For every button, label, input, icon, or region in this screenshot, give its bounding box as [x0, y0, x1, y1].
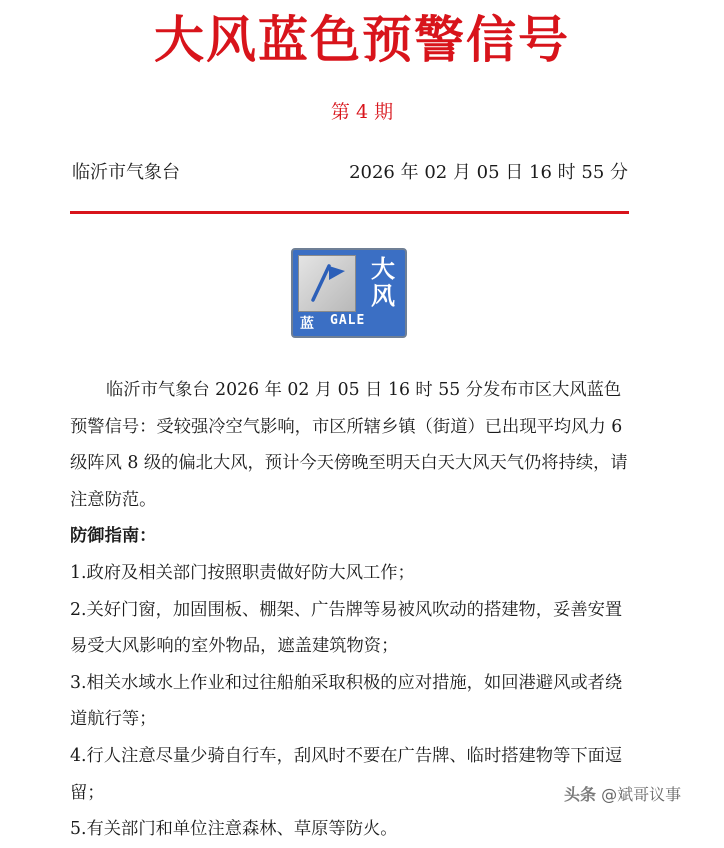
- divider: [70, 211, 629, 214]
- issue-number: 第 4 期: [330, 101, 394, 123]
- icon-color-label: 蓝: [300, 316, 314, 332]
- guide-item: 4.行人注意尽量少骑自行车，刮风时不要在广告牌、临时搭建物等下面逗留；: [70, 745, 623, 803]
- guide-item: 3.相关水域水上作业和过往船舶采取积极的应对措施，如回港避风或者绕道航行等；: [70, 672, 623, 730]
- icon-char-da: 大: [371, 255, 395, 283]
- guide-item: 2.关好门窗，加固围板、棚架、广告牌等易被风吹动的搭建物，妥善安置易受大风影响的室外物品，遮盖建筑物资；: [70, 599, 623, 657]
- watermark-handle: @斌哥议事: [601, 785, 682, 804]
- icon-char-feng: 风: [371, 282, 395, 310]
- gale-warning-icon: [291, 248, 407, 338]
- warning-body: [70, 372, 632, 848]
- windsock-flag-icon: [299, 256, 355, 311]
- guide-item: 5.有关部门和单位注意森林、草原等防火。: [70, 819, 398, 840]
- watermark-logo: 头条: [564, 785, 597, 804]
- document-title: 大风蓝色预警信号: [154, 11, 570, 69]
- flag-panel: [298, 255, 356, 312]
- intro-paragraph: 临沂市气象台 2026 年 02 月 05 日 16 时 55 分发布市区大风蓝色预警信号：受较强冷空气影响，市区所辖乡镇（街道）已出现平均风力 6 级阵风 8 级的偏北大风，预计今天傍晚至明天白天大风天气仍将持续，请注意防范。: [70, 380, 628, 510]
- issuer-name: 临沂市气象台: [72, 162, 180, 183]
- guide-heading: 防御指南：: [70, 526, 157, 547]
- guide-item: 1.政府及相关部门按照职责做好防大风工作；: [70, 562, 415, 583]
- issue-datetime: 2026 年 02 月 05 日 16 时 55 分: [349, 162, 628, 183]
- watermark: [564, 782, 681, 808]
- icon-gale-label: GALE: [330, 313, 366, 328]
